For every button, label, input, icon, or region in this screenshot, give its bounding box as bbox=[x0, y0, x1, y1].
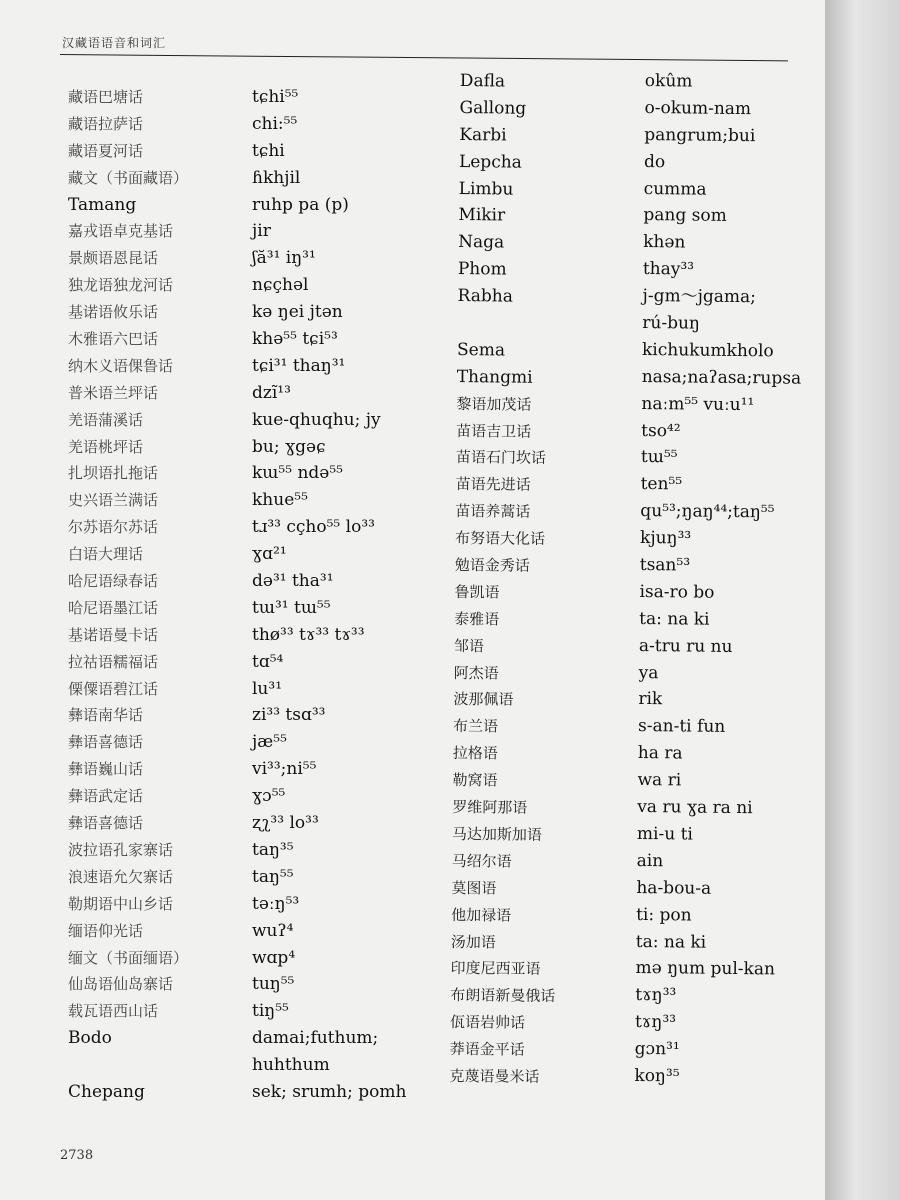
language-name: 载瓦语西山话 bbox=[68, 1002, 159, 1021]
word-form: pang som bbox=[643, 205, 727, 227]
language-name: Bodo bbox=[68, 1028, 112, 1049]
word-form: ʐʅ³³ lo³³ bbox=[252, 813, 319, 834]
language-name: 藏语夏河话 bbox=[68, 141, 144, 160]
language-name: 羌语桃坪话 bbox=[68, 437, 144, 456]
language-name: 黎语加茂话 bbox=[456, 394, 532, 414]
word-form: khə⁵⁵ tɕi⁵³ bbox=[252, 329, 338, 350]
word-form: də³¹ tha³¹ bbox=[252, 571, 334, 592]
language-name: 浪速语允欠寨话 bbox=[68, 867, 174, 886]
language-name: Limbu bbox=[458, 178, 514, 200]
word-form: vi³³;ni⁵⁵ bbox=[252, 759, 317, 780]
language-name: 勉语金秀话 bbox=[454, 556, 530, 575]
language-name: Mikir bbox=[458, 205, 506, 226]
language-name: 勒窝语 bbox=[452, 771, 498, 790]
word-form: sek; srumh; pomh bbox=[252, 1081, 407, 1102]
language-name: 史兴语兰满话 bbox=[68, 491, 159, 510]
language-name: Karbi bbox=[459, 124, 507, 146]
word-form: tɯ⁵⁵ bbox=[640, 447, 678, 468]
word-form: ha-bou-a bbox=[636, 877, 712, 899]
word-form: tiŋ⁵⁵ bbox=[252, 1001, 289, 1022]
language-name: Thangmi bbox=[456, 366, 533, 388]
language-name: Tamang bbox=[68, 194, 137, 215]
right-language-column bbox=[449, 68, 645, 1092]
page-number: 2738 bbox=[60, 1148, 94, 1163]
language-name: 克蔑语曼米话 bbox=[449, 1066, 540, 1086]
language-name: Lepcha bbox=[458, 151, 522, 173]
language-name: 藏语巴塘话 bbox=[68, 88, 144, 106]
word-form: rú-buŋ bbox=[642, 313, 701, 334]
word-form: tɤŋ³³ bbox=[635, 985, 677, 1006]
word-form: o-okum-nam bbox=[644, 97, 752, 120]
word-form: wa ri bbox=[637, 770, 682, 791]
word-form: ruhp pa (p) bbox=[252, 194, 349, 215]
word-form: təːŋ⁵³ bbox=[252, 893, 300, 914]
word-form: tɕhi bbox=[252, 140, 285, 161]
language-name: 莽语金平话 bbox=[449, 1040, 525, 1059]
word-form: chi:⁵⁵ bbox=[252, 113, 298, 134]
language-name: 马达加斯加语 bbox=[451, 824, 543, 844]
word-form: tsan⁵³ bbox=[639, 555, 691, 576]
language-name: 彝语武定话 bbox=[68, 787, 144, 806]
word-form: ya bbox=[638, 662, 659, 683]
word-form: do bbox=[643, 151, 666, 172]
language-name: Naga bbox=[458, 232, 505, 253]
language-name: 景颇语恩昆话 bbox=[68, 249, 159, 268]
word-form: kjuŋ³³ bbox=[639, 528, 692, 549]
language-name: 仙岛语仙岛寨话 bbox=[68, 975, 174, 994]
running-header: 汉藏语语音和词汇 bbox=[62, 36, 167, 50]
language-name: Rabha bbox=[457, 286, 514, 307]
language-name: 藏文（书面藏语） bbox=[68, 168, 189, 187]
left-word-column bbox=[252, 84, 452, 1106]
language-name: 彝语喜德话 bbox=[68, 733, 144, 752]
language-name: 苗语吉卫话 bbox=[456, 421, 532, 441]
language-name: 佤语岩帅话 bbox=[449, 1013, 526, 1032]
language-name: 扎坝语扎拖话 bbox=[68, 464, 159, 483]
word-form: khue⁵⁵ bbox=[252, 490, 308, 511]
word-form: mi-u ti bbox=[636, 823, 694, 845]
language-name bbox=[68, 1052, 248, 1079]
language-name: 缅语仰光话 bbox=[68, 921, 144, 940]
word-form: kue-qhuqhu; jy bbox=[252, 409, 381, 430]
language-name: 彝语巍山话 bbox=[68, 760, 144, 779]
language-name: Sema bbox=[456, 339, 506, 361]
language-name: 羌语蒲溪话 bbox=[68, 410, 144, 429]
word-form: va ru ɣa ra ni bbox=[637, 797, 753, 819]
word-form: lu³¹ bbox=[252, 678, 283, 699]
word-form: rik bbox=[638, 689, 663, 710]
word-form: thay³³ bbox=[642, 259, 695, 280]
language-name: 独龙语独龙河话 bbox=[68, 276, 174, 295]
word-form: gɔn³¹ bbox=[634, 1039, 680, 1060]
word-form: huhthum bbox=[252, 1055, 330, 1076]
language-name: 白语大理话 bbox=[68, 545, 144, 564]
word-form: ta: na ki bbox=[639, 608, 710, 630]
language-name: 邹语 bbox=[453, 636, 485, 655]
word-form: tɯ³¹ tɯ⁵⁵ bbox=[252, 597, 331, 618]
word-form: ta: na ki bbox=[635, 931, 707, 953]
language-name: 尔苏语尔苏话 bbox=[68, 518, 159, 537]
language-name: 拉祜语糯福话 bbox=[68, 652, 159, 671]
word-form: qu⁵³;ŋaŋ⁴⁴;taŋ⁵⁵ bbox=[640, 501, 775, 523]
right-word-column bbox=[634, 68, 815, 1092]
word-form: damai;futhum; bbox=[252, 1028, 379, 1049]
word-form: nɕçhəl bbox=[252, 275, 309, 296]
word-form: kichukumkholo bbox=[641, 339, 774, 362]
language-name: 纳木义语倮鲁话 bbox=[68, 356, 174, 375]
word-form: jir bbox=[252, 221, 271, 242]
language-name: Phom bbox=[457, 259, 507, 280]
language-name: Dafla bbox=[459, 70, 506, 92]
word-form: bu; ɣgəɕ bbox=[252, 436, 326, 457]
language-name: 泰雅语 bbox=[454, 609, 500, 629]
language-name: 傈僳语碧江话 bbox=[68, 679, 159, 698]
word-form: ɣɔ⁵⁵ bbox=[252, 786, 286, 807]
word-form: thø³³ tɤ³³ tɤ³³ bbox=[252, 624, 365, 645]
word-form: nasa;naʔasa;rupsa bbox=[641, 366, 802, 389]
language-name: 彝语南华话 bbox=[68, 706, 144, 725]
language-name: 拉格语 bbox=[452, 744, 498, 763]
word-form: j-gm～jgama; bbox=[642, 286, 757, 308]
language-name: 布兰语 bbox=[453, 717, 499, 736]
word-form: naːm⁵⁵ vuːu¹¹ bbox=[641, 393, 755, 415]
language-name: 马绍尔语 bbox=[451, 851, 512, 871]
language-name: Chepang bbox=[68, 1081, 145, 1102]
word-form: koŋ³⁵ bbox=[634, 1065, 680, 1087]
word-form: ʃă³¹ iŋ³¹ bbox=[252, 248, 316, 269]
language-name: 鲁凯语 bbox=[454, 582, 500, 602]
word-form: ha ra bbox=[637, 743, 683, 764]
language-name: 布努语大化话 bbox=[454, 529, 546, 549]
language-name: 基诺语曼卡话 bbox=[68, 625, 159, 644]
language-name: 波那佩语 bbox=[453, 690, 514, 710]
word-form: zi³³ tsɑ³³ bbox=[252, 705, 326, 726]
language-name: 苗语先进话 bbox=[455, 475, 531, 495]
word-form: ti: pon bbox=[636, 904, 692, 926]
word-form: cumma bbox=[643, 178, 707, 200]
language-name: 莫图语 bbox=[451, 878, 497, 898]
language-name: Gallong bbox=[459, 97, 527, 119]
word-form: s-an-ti fun bbox=[638, 716, 726, 738]
language-name: 他加禄语 bbox=[451, 905, 512, 925]
word-form: pangrum;bui bbox=[644, 124, 756, 146]
word-form: ten⁵⁵ bbox=[640, 474, 683, 495]
language-name: 缅文（书面缅语） bbox=[68, 948, 189, 967]
language-name: 彝语喜德话 bbox=[68, 814, 144, 833]
language-name bbox=[457, 310, 642, 339]
header-rule bbox=[60, 54, 788, 61]
word-form: taŋ³⁵ bbox=[252, 839, 294, 860]
word-form: mə ŋum pul-kan bbox=[635, 958, 776, 980]
word-form: a-tru ru nu bbox=[638, 635, 733, 657]
word-form: kə ŋei jtən bbox=[252, 302, 343, 323]
word-form: okûm bbox=[644, 70, 693, 92]
word-form: wɑp⁴ bbox=[252, 947, 296, 968]
language-name: 哈尼语绿春话 bbox=[68, 572, 159, 591]
word-form: kɯ⁵⁵ ndə⁵⁵ bbox=[252, 463, 343, 484]
word-form: tɹ³³ cçho⁵⁵ lo³³ bbox=[252, 517, 375, 538]
word-form: isa-ro bo bbox=[639, 581, 715, 603]
word-form: tɕhi⁵⁵ bbox=[252, 87, 299, 107]
language-name: 波拉语孔家寨话 bbox=[68, 840, 174, 859]
language-name: 汤加语 bbox=[450, 932, 496, 951]
word-form: tɕi³¹ thaŋ³¹ bbox=[252, 355, 346, 376]
word-form: tso⁴² bbox=[641, 420, 681, 441]
word-form: ɣɑ²¹ bbox=[252, 544, 287, 565]
language-name: 勒期语中山乡话 bbox=[68, 894, 174, 913]
language-name: 苗语养蒿话 bbox=[455, 502, 531, 522]
language-name: 普米语兰坪话 bbox=[68, 383, 159, 402]
language-name: 基诺语攸乐话 bbox=[68, 303, 159, 322]
word-form: taŋ⁵⁵ bbox=[252, 866, 294, 887]
language-name: 木雅语六巴话 bbox=[68, 330, 159, 349]
word-form: tɑ⁵⁴ bbox=[252, 651, 284, 672]
language-name: 罗维阿那语 bbox=[452, 798, 528, 817]
language-name: 哈尼语墨江话 bbox=[68, 598, 159, 617]
word-form: tɤŋ³³ bbox=[634, 1012, 677, 1033]
word-form: khən bbox=[643, 232, 686, 253]
language-name: 印度尼西亚语 bbox=[450, 959, 541, 979]
word-form: wuʔ⁴ bbox=[252, 920, 294, 941]
language-name: 布朗语新曼俄话 bbox=[450, 986, 556, 1006]
word-form: ain bbox=[636, 850, 664, 872]
word-form: jæ⁵⁵ bbox=[252, 732, 287, 753]
language-name: 藏语拉萨话 bbox=[68, 114, 144, 133]
language-name: 阿杰语 bbox=[453, 663, 499, 683]
word-form: ɦkhjil bbox=[252, 167, 301, 188]
language-name: 苗语石门坎话 bbox=[455, 448, 547, 468]
page-edge bbox=[825, 0, 900, 1200]
word-form: dzĩ¹³ bbox=[252, 382, 291, 403]
language-name: 嘉戎语卓克基话 bbox=[68, 222, 174, 241]
word-form: tuŋ⁵⁵ bbox=[252, 974, 295, 995]
left-language-column bbox=[68, 84, 248, 1106]
